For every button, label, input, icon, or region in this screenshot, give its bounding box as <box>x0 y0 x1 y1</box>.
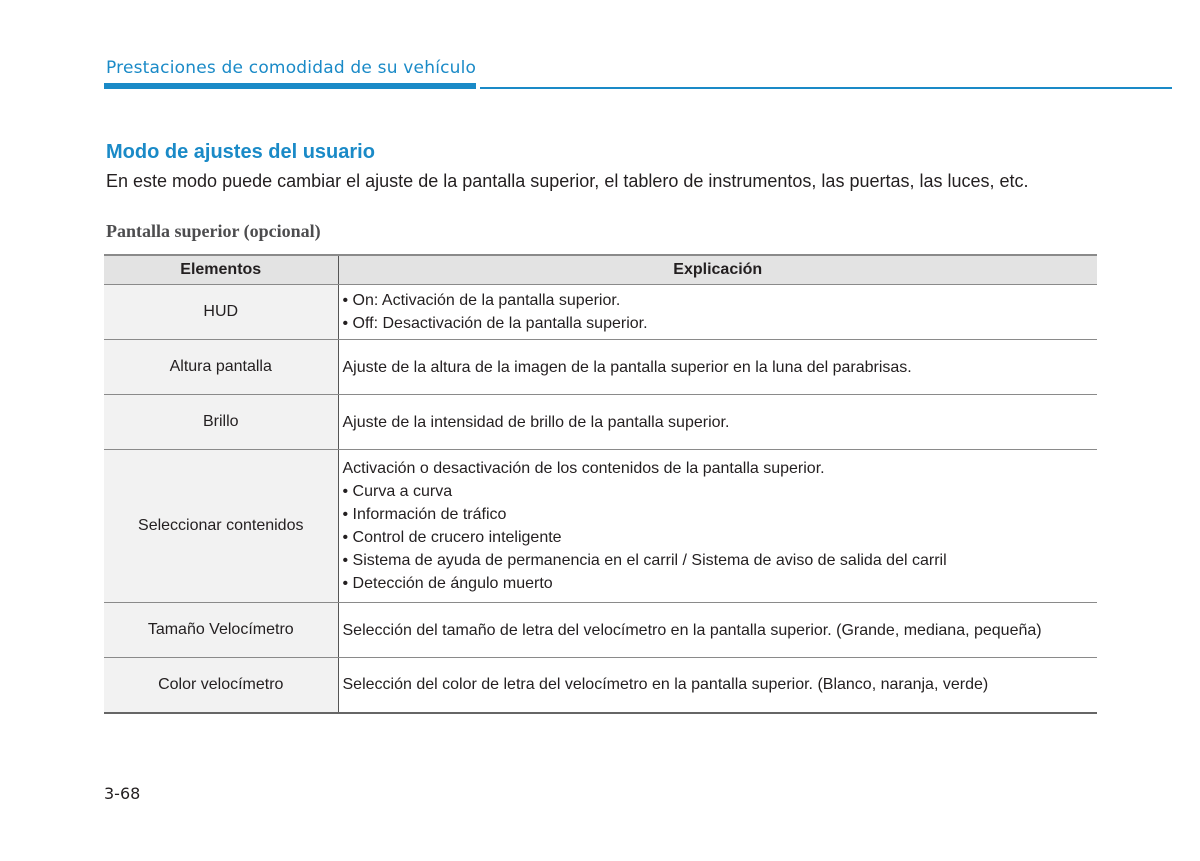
table-title: Pantalla superior (opcional) <box>106 221 321 241</box>
explanation-line: Selección del color de letra del velocímetro en la pantalla superior. (Blanco, naranja, verde) <box>342 676 989 694</box>
row-item: Brillo <box>104 395 338 450</box>
section-title: Modo de ajustes del usuario <box>106 141 375 163</box>
explanation-line: • Sistema de ayuda de permanencia en el carril / Sistema de aviso de salida del carril <box>342 552 947 569</box>
row-explanation <box>338 285 1097 340</box>
running-header-title: Prestaciones de comodidad de su vehículo <box>106 58 477 78</box>
table-row <box>104 450 1097 603</box>
table-row <box>104 340 1097 395</box>
row-explanation <box>338 450 1097 603</box>
header-rule-thick <box>104 83 476 89</box>
explanation-line: Selección del tamaño de letra del velocímetro en la pantalla superior. (Grande, mediana, pequeña) <box>342 621 1042 639</box>
explanation-line: • On: Activación de la pantalla superior. <box>342 292 621 309</box>
column-header-elements: Elementos <box>104 255 338 285</box>
row-explanation <box>338 658 1097 713</box>
table-header-row <box>104 255 1097 285</box>
explanation-line: • Control de crucero inteligente <box>342 529 562 546</box>
column-header-explanation: Explicación <box>338 255 1097 285</box>
table-row <box>104 658 1097 713</box>
explanation-line: Activación o desactivación de los contenidos de la pantalla superior. <box>342 460 825 477</box>
page-number: 3-68 <box>104 784 141 803</box>
table-row <box>104 395 1097 450</box>
explanation-line: • Detección de ángulo muerto <box>342 575 553 592</box>
table-row <box>104 603 1097 658</box>
header-rule-thin <box>480 87 1172 89</box>
row-item: Altura pantalla <box>104 340 338 395</box>
explanation-line: Ajuste de la altura de la imagen de la pantalla superior en la luna del parabrisas. <box>342 358 912 376</box>
row-item: Seleccionar contenidos <box>104 450 338 603</box>
row-item: Tamaño Velocímetro <box>104 603 338 658</box>
explanation-line: • Curva a curva <box>342 483 453 500</box>
row-explanation <box>338 340 1097 395</box>
explanation-line: Ajuste de la intensidad de brillo de la pantalla superior. <box>342 413 730 431</box>
row-explanation <box>338 603 1097 658</box>
table-row <box>104 285 1097 340</box>
explanation-line: • Información de tráfico <box>342 506 507 523</box>
section-intro: En este modo puede cambiar el ajuste de la pantalla superior, el tablero de instrumentos, las puertas, las luces, etc. <box>106 171 1029 191</box>
settings-table <box>104 254 1097 714</box>
row-explanation <box>338 395 1097 450</box>
row-item: HUD <box>104 285 338 340</box>
row-item: Color velocímetro <box>104 658 338 713</box>
explanation-line: • Off: Desactivación de la pantalla superior. <box>342 315 648 332</box>
